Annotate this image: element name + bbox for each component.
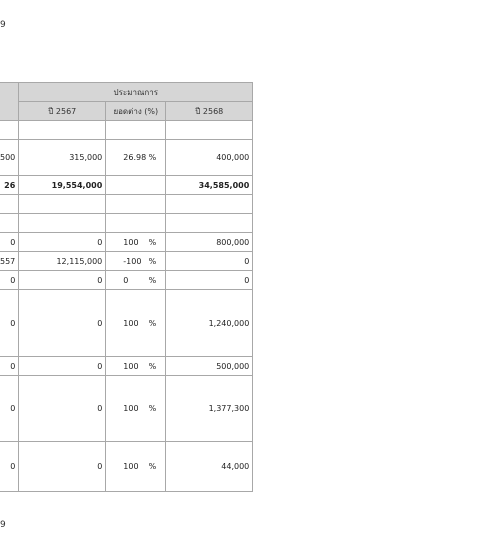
table-row — [0, 121, 253, 140]
percent-sign: % — [148, 404, 157, 413]
year-2568-cell: 1,377,300 — [166, 376, 253, 442]
table-row — [0, 252, 253, 271]
year-2568-cell: 500,000 — [166, 357, 253, 376]
table-row — [0, 442, 253, 492]
percent-sign: % — [148, 275, 157, 285]
previous-value-cell — [0, 195, 19, 214]
header-year-2568: ปี 2568 — [166, 102, 253, 121]
previous-value-cell: 0 — [0, 376, 19, 442]
percent-sign: % — [148, 361, 157, 371]
table-row — [0, 290, 253, 357]
difference-cell — [106, 214, 166, 233]
difference-value: 0 — [123, 275, 129, 285]
difference-cell — [106, 176, 166, 195]
year-2568-cell: 400,000 — [166, 140, 253, 176]
difference-cell — [106, 252, 166, 271]
year-2568-cell: 800,000 — [166, 233, 253, 252]
year-2568-cell: 1,240,000 — [166, 290, 253, 357]
difference-cell — [106, 357, 166, 376]
year-2568-cell — [166, 195, 253, 214]
percent-sign: % — [148, 318, 157, 328]
table-row — [0, 233, 253, 252]
header-row-group — [0, 83, 253, 102]
year-2567-cell — [19, 195, 106, 214]
difference-value: 100 — [123, 237, 139, 247]
year-2568-cell: 0 — [166, 271, 253, 290]
previous-value-cell: 557 — [0, 252, 19, 271]
year-2568-cell: 0 — [166, 252, 253, 271]
year-2568-cell: 44,000 — [166, 442, 253, 492]
year-2568-cell — [166, 121, 253, 140]
year-2568-cell — [166, 214, 253, 233]
difference-cell — [106, 121, 166, 140]
previous-value-cell — [0, 214, 19, 233]
previous-value-cell — [0, 121, 19, 140]
previous-value-cell: 0 — [0, 357, 19, 376]
year-2567-cell: 12,115,000 — [19, 252, 106, 271]
difference-cell — [106, 233, 166, 252]
table-row — [0, 271, 253, 290]
header-row-columns — [0, 102, 253, 121]
header-difference-percent: ยอดต่าง (%) — [106, 102, 166, 121]
difference-value: 100 — [123, 404, 139, 413]
difference-value: 26.98 — [123, 153, 147, 162]
previous-value-cell: 0 — [0, 442, 19, 492]
table-row — [0, 195, 253, 214]
page-number-top: 9 — [0, 20, 6, 30]
percent-sign: % — [148, 237, 157, 247]
year-2567-cell: 0 — [19, 376, 106, 442]
difference-cell — [106, 195, 166, 214]
difference-cell — [106, 140, 166, 176]
percent-sign: % — [148, 153, 157, 162]
year-2567-cell — [19, 214, 106, 233]
previous-value-cell: 0 — [0, 290, 19, 357]
difference-value: 100 — [123, 462, 139, 471]
table-row — [0, 376, 253, 442]
year-2567-cell: 19,554,000 — [19, 176, 106, 195]
year-2567-cell: 0 — [19, 357, 106, 376]
difference-value: -100 — [123, 256, 142, 266]
table-row — [0, 176, 253, 195]
table-row — [0, 140, 253, 176]
year-2567-cell: 0 — [19, 290, 106, 357]
difference-value: 100 — [123, 318, 139, 328]
header-prev-column — [0, 83, 19, 121]
difference-value: 100 — [123, 361, 139, 371]
year-2567-cell: 0 — [19, 271, 106, 290]
percent-sign: % — [148, 462, 157, 471]
previous-value-cell: 0 — [0, 233, 19, 252]
header-year-2567: ปี 2567 — [19, 102, 106, 121]
year-2568-cell: 34,585,000 — [166, 176, 253, 195]
page-number-bottom: 9 — [0, 520, 6, 530]
table-row — [0, 214, 253, 233]
percent-sign: % — [148, 256, 157, 266]
difference-cell — [106, 376, 166, 442]
difference-cell — [106, 290, 166, 357]
year-2567-cell: 0 — [19, 442, 106, 492]
previous-value-cell: 500 — [0, 140, 19, 176]
table-row — [0, 357, 253, 376]
header-estimate-group: ประมาณการ — [19, 83, 253, 102]
budget-table — [0, 82, 253, 492]
difference-cell — [106, 271, 166, 290]
previous-value-cell: 0 — [0, 271, 19, 290]
year-2567-cell: 0 — [19, 233, 106, 252]
year-2567-cell — [19, 121, 106, 140]
difference-cell — [106, 442, 166, 492]
previous-value-cell: 26 — [0, 176, 19, 195]
year-2567-cell: 315,000 — [19, 140, 106, 176]
